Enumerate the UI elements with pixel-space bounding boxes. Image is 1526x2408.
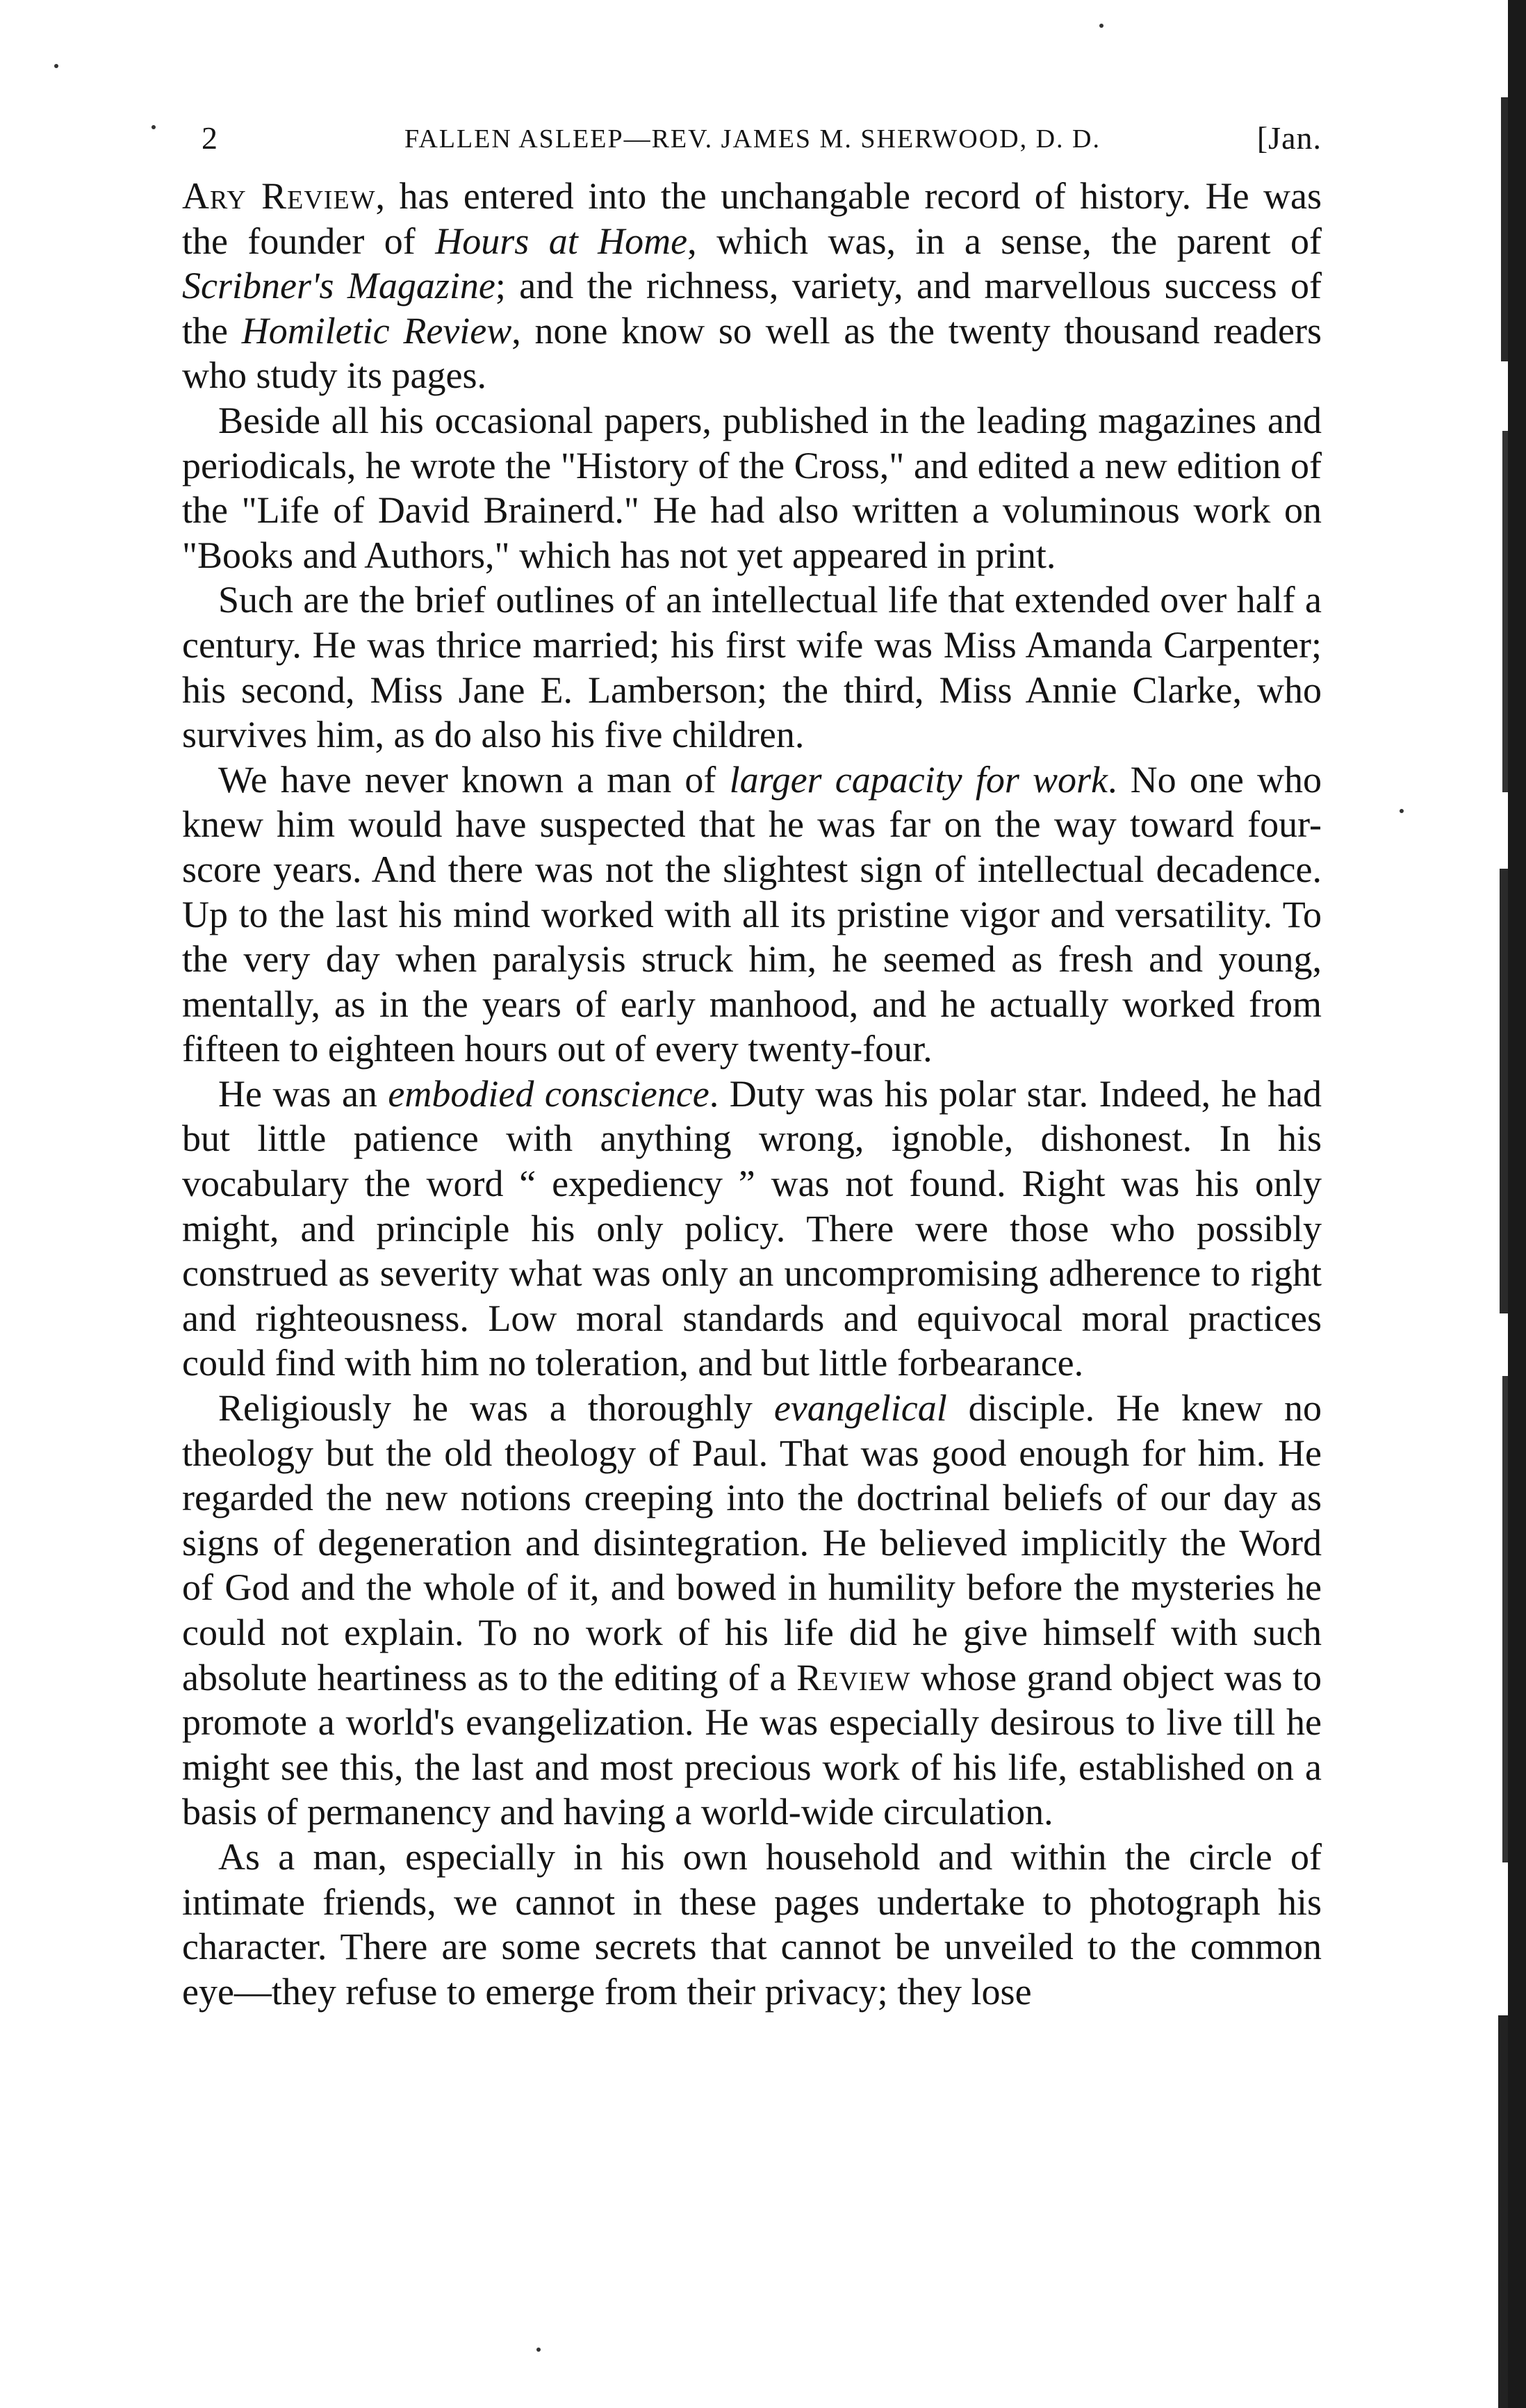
text-run: Religiously he was a thoroughly: [218, 1387, 774, 1430]
page-number: 2: [202, 120, 218, 156]
text-run: He was an: [218, 1072, 388, 1115]
text-run: , which was, in a sense, the parent of: [687, 220, 1322, 262]
article-body: [182, 174, 1322, 2014]
text-run: disciple. He knew no theology but the old theology of Paul. That was good enough for him. He regarded the new notions creeping into the doctrinal beliefs of our day as signs of degeneration and disintegration. He believed implicitly the Word of God and the whole of it, and bowed in humility before the mysteries he could not explain. To no work of his life did he give himself with such absolute heartiness as to the editing of a: [182, 1387, 1322, 1698]
scan-speck: [536, 2348, 541, 2352]
scan-binding-edge: [1487, 0, 1526, 2408]
text-run: . Duty was his polar star. Indeed, he had but little patience with anything wrong, ignoble, dishonest. In his vocabulary the word “ expediency ” was not found. Right was his only might, and principle his only policy. There were those who possibly construed as severity what was only an uncompromising adherence to right and righteousness. Low moral standards and equivocal moral practices could find with him no toleration, and but little forbearance.: [182, 1072, 1322, 1384]
paragraph-2: [182, 398, 1322, 578]
scan-speck: [54, 64, 58, 68]
running-title: FALLEN ASLEEP—REV. JAMES M. SHERWOOD, D. D.: [404, 124, 1101, 154]
text-run: Such are the brief outlines of an intellectual life that extended over half a century. He was thrice married; his first wife was Miss Amanda Carpenter; his second, Miss Jane E. Lamberson; the third, Miss Annie Clarke, who survives him, as do also his five children.: [182, 579, 1322, 756]
italic-run: Homiletic Review: [241, 309, 512, 352]
small-caps-run: Review: [796, 1656, 911, 1698]
scan-speck: [1099, 24, 1104, 28]
text-run: whose grand object was to promote a world's evangelization. He was especially desirous to live till he might see this, the last and most precious work of his life, established on a basis of permanency and having a world-wide circulation.: [182, 1656, 1322, 1833]
text-run: , has entered into the unchangable record of history. He was the founder of: [182, 175, 1322, 262]
paragraph-6: [182, 1386, 1322, 1835]
text-run: , none know so well as the twenty thousand readers who study its pages.: [182, 309, 1322, 397]
text-run: . No one who knew him would have suspected that he was far on the way toward four-score years. And there was not the slightest sign of intellectual decadence. Up to the last his mind worked with all its pristine vigor and versatility. To the very day when paralysis struck him, he seemed as fresh and young, mentally, as in the years of early manhood, and he actually worked from fifteen to eighteen hours out of every twenty-four.: [182, 758, 1322, 1070]
text-run: As a man, especially in his own household and within the circle of intimate friends, we cannot in these pages undertake to photograph his character. There are some secrets that cannot be unveiled to the common eye—they refuse to emerge from their privacy; they lose: [182, 1835, 1322, 2013]
italic-run: evangelical: [773, 1387, 947, 1430]
paragraph-1: [182, 174, 1322, 398]
paragraph-5: [182, 1072, 1322, 1386]
text-run: Beside all his occasional papers, published in the leading magazines and periodicals, he wrote the "History of the Cross," and edited a new edition of the "Life of David Brainerd." He had also written a voluminous work on "Books and Authors," which has not yet appeared in print.: [182, 399, 1322, 576]
scan-speck: [1400, 809, 1404, 813]
paragraph-3: [182, 578, 1322, 757]
italic-run: Hours at Home: [435, 220, 688, 262]
paragraph-4: [182, 757, 1322, 1072]
italic-run: larger capacity for work: [729, 758, 1108, 801]
scan-speck: [151, 125, 156, 129]
header-month: [Jan.: [1256, 120, 1322, 156]
italic-run: embodied conscience: [388, 1072, 709, 1115]
small-caps-run: Ary Review: [182, 175, 376, 217]
text-run: ; and the richness, variety, and marvellous success of the: [182, 265, 1322, 352]
text-run: We have never known a man of: [218, 758, 730, 801]
italic-run: Scribner's Magazine: [182, 265, 495, 307]
running-header: [182, 120, 1322, 161]
paragraph-7: [182, 1835, 1322, 2014]
